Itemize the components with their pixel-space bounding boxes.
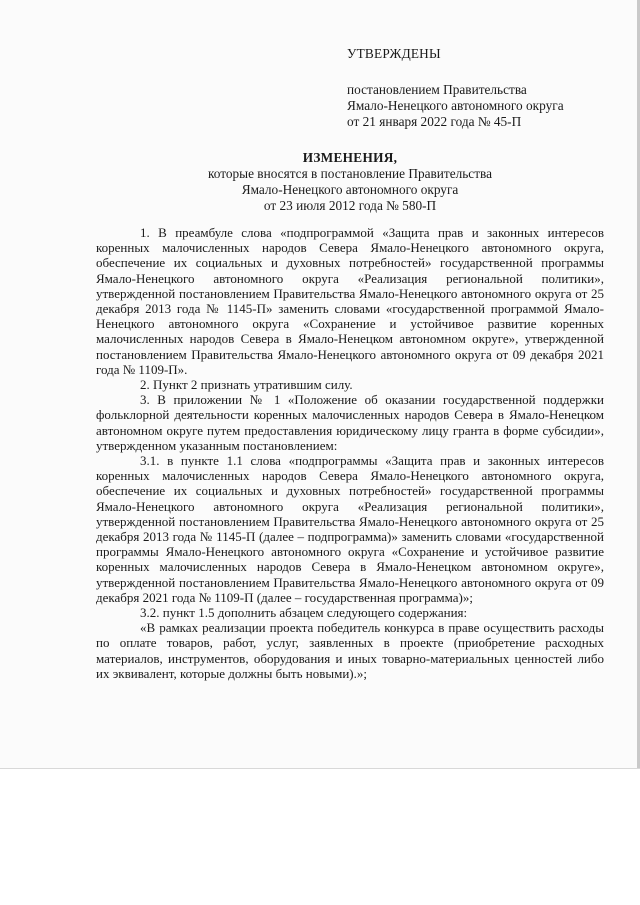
paragraph-quote: «В рамках реализации проекта победитель конкурса в праве осуществить расходы по оплате товаров, работ, услуг, заявленных в проекте (приобретение расходных материалов, инструментов, оборудования и иных товарно-материальных ценностей либо их эквивалент, которые должны быть новыми).»; [96, 620, 604, 681]
heading-line: от 23 июля 2012 года № 580-П [263, 198, 437, 213]
approval-line: постановлением Правительства [347, 82, 527, 97]
paragraph-item-3-2: 3.2. пункт 1.5 дополнить абзацем следующего содержания: [140, 605, 468, 621]
document-heading [96, 150, 604, 214]
document-body [96, 225, 604, 681]
approval-line: от 21 января 2022 года № 45-П [347, 114, 522, 129]
heading-line: которые вносятся в постановление Правительства [207, 166, 493, 181]
paragraph-preamble: 1. В преамбуле слова «подпрограммой «Защита прав и законных интересов коренных малочисленных народов Севера Ямало-Ненецкого автономного округа, обеспечение их социальных и духовных потребностей» государственной программы Ямало-Ненецкого автономного округа «Реализация региональной политики», утвержденной постановлением Правительства Ямало-Ненецкого автономного округа от 25 декабря 2013 года № 1145-П» заменить словами «государственной программой Ямало-Ненецкого автономного округа «Сохранение и устойчивое развитие коренных малочисленных народов Севера в Ямало-Ненецком автономном округе», утвержденной постановлением Правительства Ямало-Ненецкого автономного округа от 09 декабря 2021 года № 1109-П». [96, 225, 604, 377]
heading-title: ИЗМЕНЕНИЯ, [302, 150, 398, 165]
paragraph-item-3: 3. В приложении № 1 «Положение об оказании государственной поддержки фольклорной деятельности коренных малочисленных народов Севера в Ямало-Ненецком автономном округе путем предоставления юридическому лицу гранта в форме субсидии», утвержденном указанным постановлением: [96, 392, 604, 453]
paragraph-item-3-1: 3.1. в пункте 1.1 слова «подпрограммы «Защита прав и законных интересов коренных малочисленных народов Севера Ямало-Ненецкого автономного округа, обеспечение их социальных и духовных потребностей» государственной программы Ямало-Ненецкого автономного округа «Реализация региональной политики», утвержденной постановлением Правительства Ямало-Ненецкого автономного округа от 25 декабря 2013 года № 1145-П (далее – подпрограмма)» заменить словами «государственной программы Ямало-Ненецкого автономного округа «Сохранение и устойчивое развитие коренных малочисленных народов Севера в Ямало-Ненецком автономном округе», утвержденной постановлением Правительства Ямало-Ненецкого автономного округа от 09 декабря 2021 года № 1109-П (далее – государственная программа)»; [96, 453, 604, 605]
approval-block [347, 46, 617, 130]
paragraph-item-2: 2. Пункт 2 признать утратившим силу. [140, 377, 353, 393]
approval-line: Ямало-Ненецкого автономного округа [347, 98, 564, 113]
approval-title: УТВЕРЖДЕНЫ [347, 46, 441, 61]
heading-line: Ямало-Ненецкого автономного округа [241, 182, 459, 197]
